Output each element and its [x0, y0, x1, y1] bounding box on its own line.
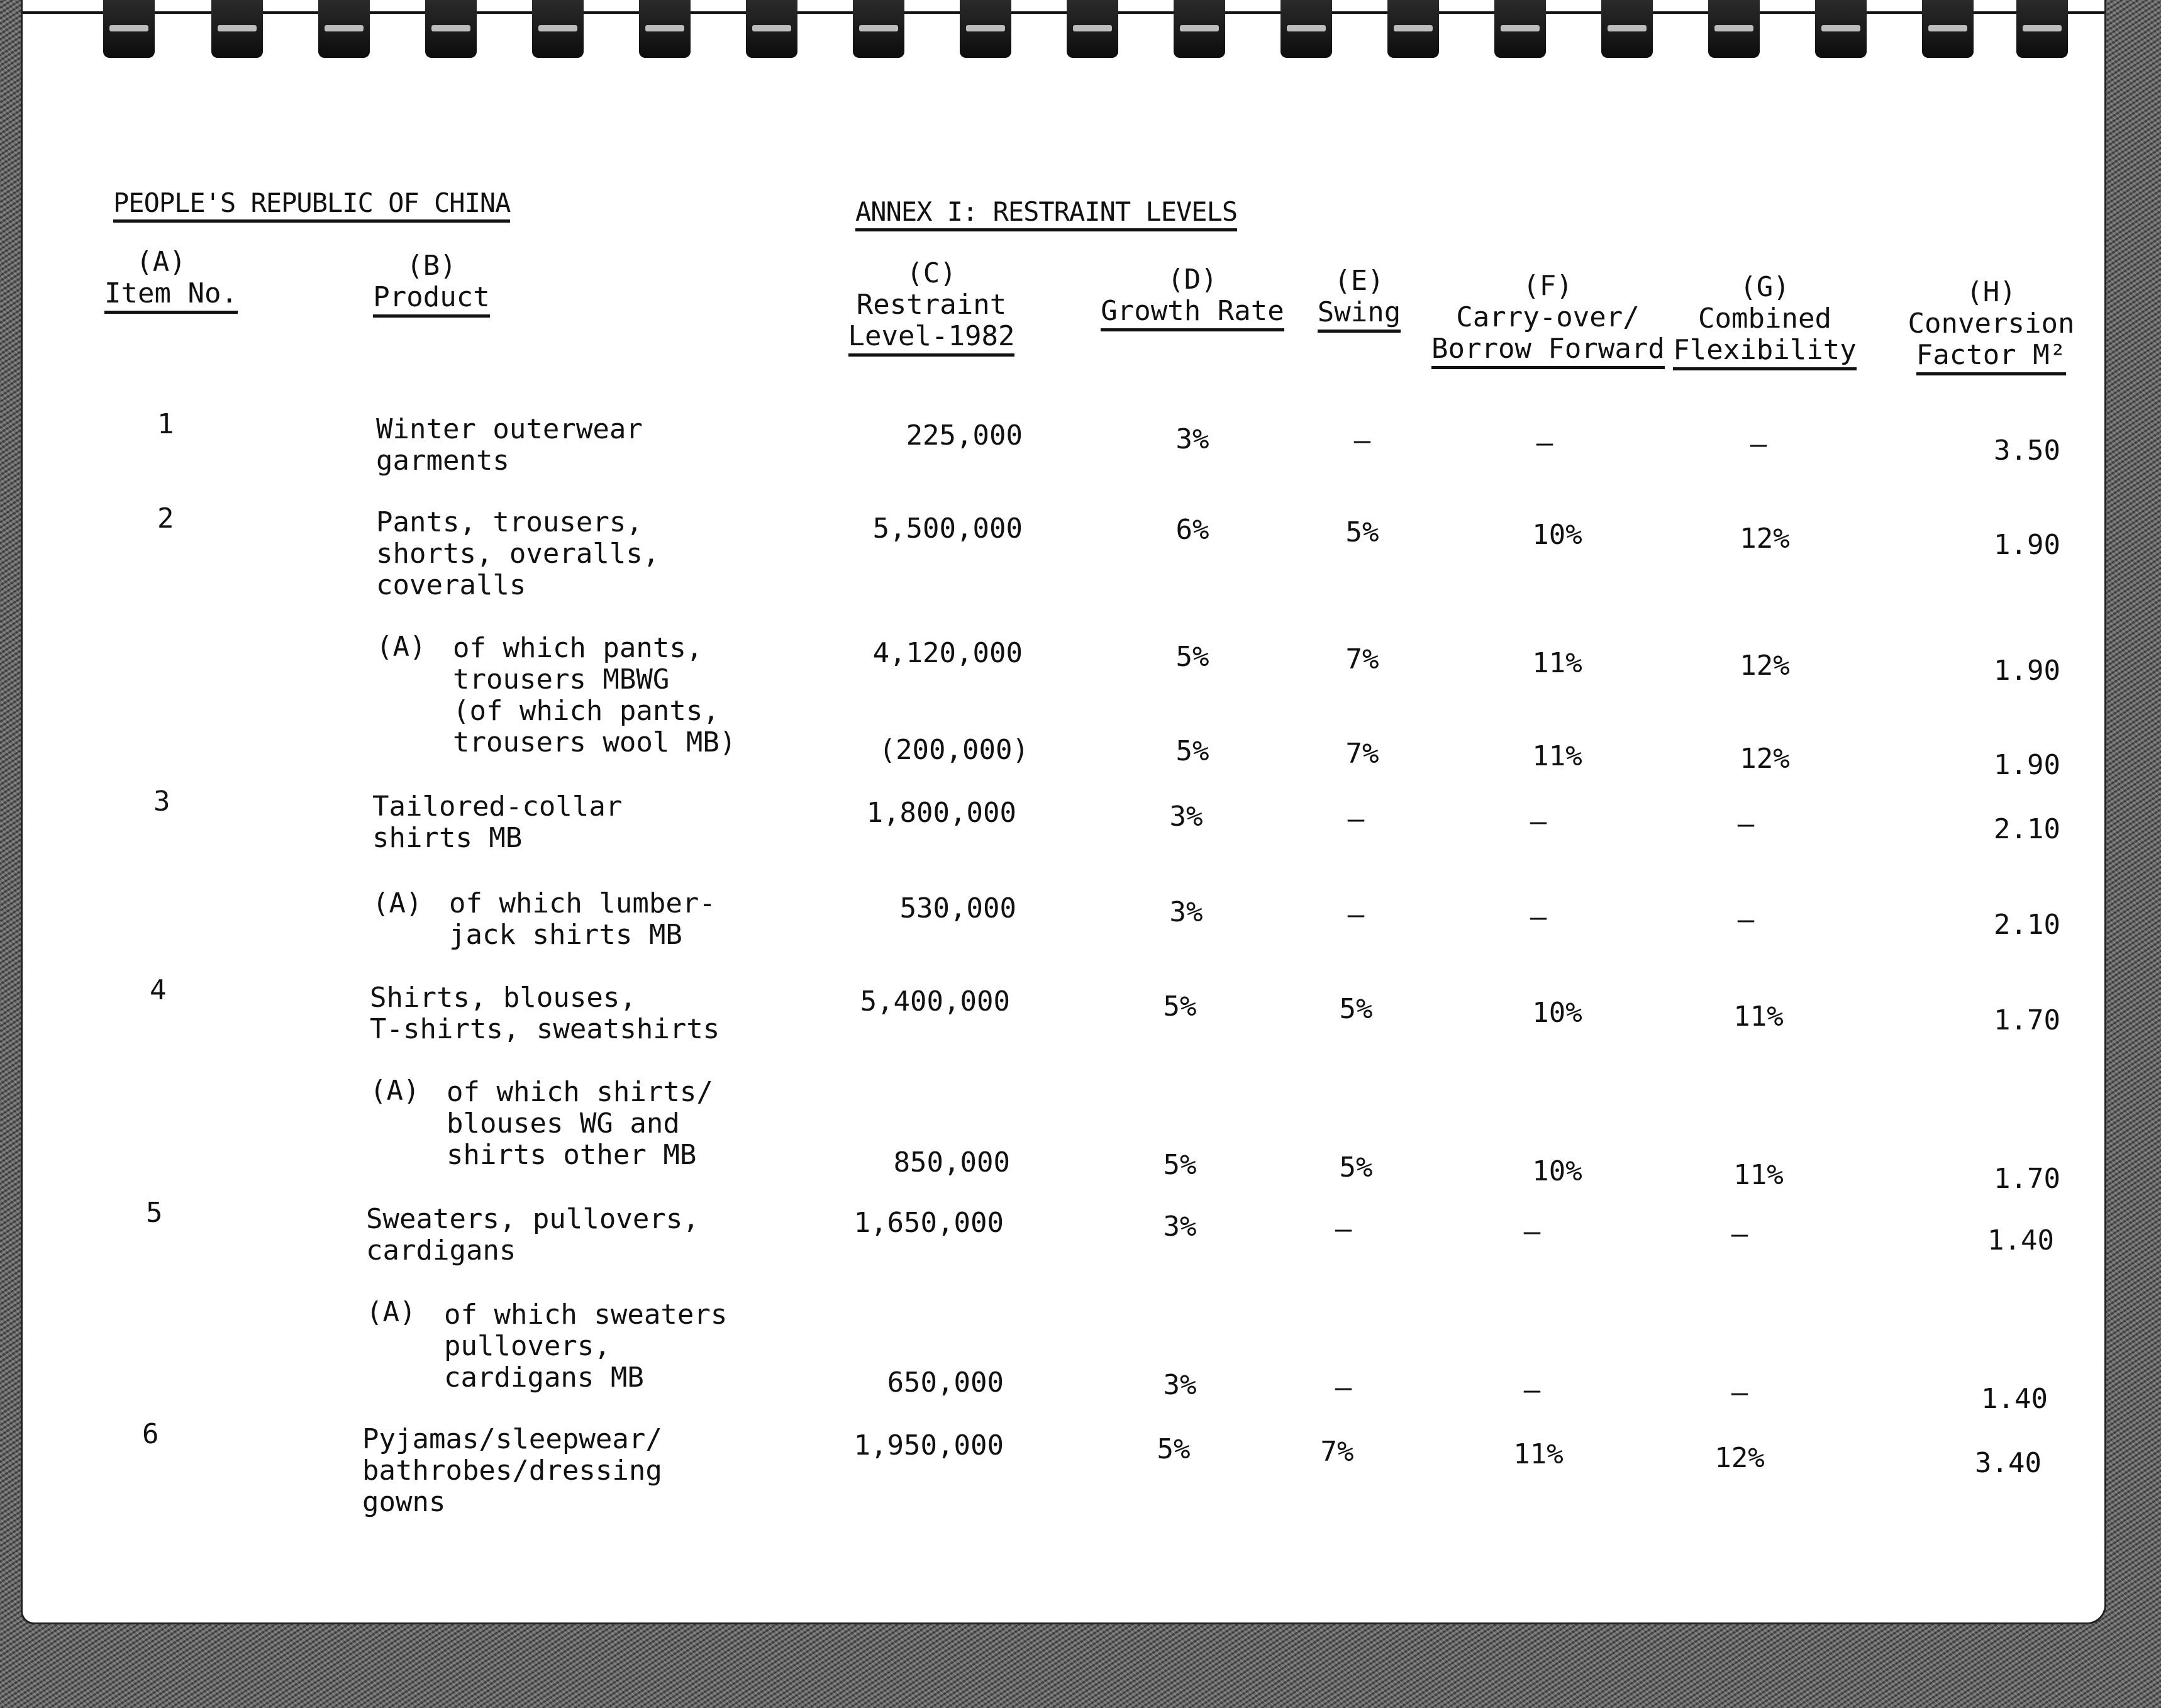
column-header-combined-flexibility — [1670, 272, 1859, 370]
column-label: Growth Rate — [1101, 296, 1284, 331]
binding-ring — [425, 0, 477, 58]
product-name: of which pants, trousers MBWG (of which pants, trousers wool MB) — [453, 632, 736, 758]
combined-flexibility: 11% — [1733, 1001, 1784, 1033]
column-label: Product — [373, 282, 489, 318]
product-name: of which lumber- jack shirts MB — [449, 887, 716, 951]
column-letter: (D) — [1167, 263, 1218, 296]
carry-over: 11% — [1513, 1438, 1564, 1470]
combined-flexibility: 12% — [1714, 1442, 1765, 1474]
carry-over: 11% — [1532, 647, 1582, 679]
growth-rate: 3% — [1163, 1211, 1197, 1243]
column-label-line: Factor M² — [1916, 340, 2066, 375]
column-label-line: Level-1982 — [848, 321, 1015, 357]
conversion-factor: 1.90 — [1994, 529, 2060, 561]
growth-rate: 5% — [1175, 641, 1209, 673]
growth-rate: 5% — [1163, 1149, 1197, 1181]
column-letter: (G) — [1740, 271, 1790, 303]
item-number: 3 — [153, 785, 170, 818]
binding-ring — [853, 0, 904, 58]
binding-ring — [746, 0, 797, 58]
growth-rate: 3% — [1169, 896, 1203, 928]
carry-over: – — [1530, 901, 1547, 933]
carry-over: – — [1530, 806, 1547, 838]
column-letter: (H) — [1966, 276, 2016, 308]
carry-over: 10% — [1532, 997, 1582, 1029]
conversion-factor: 1.40 — [1987, 1224, 2054, 1256]
binding-ring — [532, 0, 584, 58]
swing: – — [1335, 1372, 1352, 1404]
product-name: of which sweaters pullovers, cardigans MB — [444, 1299, 728, 1394]
column-header-restraint-level — [847, 258, 1016, 357]
growth-rate: 5% — [1175, 735, 1209, 767]
combined-flexibility: – — [1750, 428, 1767, 460]
column-label-line: Flexibility — [1673, 335, 1856, 370]
product-name: Winter outerwear garments — [376, 413, 643, 477]
restraint-level: 650,000 — [887, 1367, 1004, 1399]
combined-flexibility: 12% — [1740, 743, 1790, 775]
document-page — [23, 0, 2104, 1622]
column-header-carry-over — [1431, 270, 1664, 369]
restraint-level: 5,400,000 — [860, 985, 1010, 1018]
swing: – — [1335, 1213, 1352, 1245]
swing: 5% — [1339, 1151, 1373, 1184]
binding-ring — [103, 0, 155, 58]
binding-ring — [1067, 0, 1118, 58]
conversion-factor: 1.90 — [1994, 749, 2060, 781]
carry-over: 10% — [1532, 1155, 1582, 1187]
combined-flexibility: 12% — [1740, 523, 1790, 555]
column-letter: (F) — [1523, 270, 1573, 302]
restraint-level: 5,500,000 — [872, 513, 1023, 545]
binding-ring — [1922, 0, 1974, 58]
column-header-conversion-factor — [1884, 277, 2098, 375]
column-label-line: Borrow Forward — [1431, 333, 1665, 369]
column-letter: (E) — [1334, 265, 1384, 297]
conversion-factor: 2.10 — [1994, 909, 2060, 941]
restraint-level: (200,000) — [879, 734, 1029, 766]
binding-ring — [2016, 0, 2068, 58]
carry-over: 11% — [1532, 740, 1582, 772]
growth-rate: 5% — [1157, 1433, 1191, 1465]
growth-rate: 3% — [1169, 801, 1203, 833]
carry-over: – — [1523, 1216, 1541, 1248]
swing: – — [1347, 899, 1365, 931]
binding-ring — [211, 0, 263, 58]
conversion-factor: 1.40 — [1981, 1383, 2048, 1415]
product-name: Tailored-collar shirts MB — [372, 790, 623, 854]
combined-flexibility: – — [1731, 1218, 1748, 1250]
swing: 5% — [1345, 516, 1379, 548]
restraint-level: 1,800,000 — [866, 797, 1016, 829]
growth-rate: 6% — [1175, 514, 1209, 546]
carry-over: 10% — [1532, 519, 1582, 551]
product-name: Shirts, blouses, T-shirts, sweatshirts — [370, 982, 720, 1045]
binding-ring — [1174, 0, 1225, 58]
binding-ring — [318, 0, 370, 58]
combined-flexibility: – — [1737, 808, 1755, 840]
item-number: 2 — [157, 502, 174, 535]
binding-ring — [1815, 0, 1867, 58]
product-name: of which shirts/ blouses WG and shirts other MB — [447, 1076, 713, 1171]
product-name: Pants, trousers, shorts, overalls, coveralls — [376, 506, 660, 601]
column-label-line: Restraint — [856, 289, 1007, 321]
binding-ring — [1494, 0, 1546, 58]
sub-item-label: (A) — [376, 631, 426, 663]
column-header-growth-rate — [1086, 264, 1299, 331]
column-header-item-no — [104, 246, 238, 314]
binding-ring — [1280, 0, 1332, 58]
sub-item-label: (A) — [370, 1075, 420, 1107]
swing: 7% — [1320, 1436, 1354, 1468]
growth-rate: 5% — [1163, 990, 1197, 1023]
restraint-level: 4,120,000 — [872, 637, 1023, 669]
column-header-swing — [1306, 265, 1413, 333]
combined-flexibility: 12% — [1740, 650, 1790, 682]
combined-flexibility: – — [1731, 1377, 1748, 1409]
binding-ring — [1601, 0, 1653, 58]
spiral-binding — [23, 0, 2104, 63]
item-number: 4 — [150, 974, 167, 1006]
conversion-factor: 1.90 — [1994, 655, 2060, 687]
combined-flexibility: 11% — [1733, 1159, 1784, 1191]
carry-over: – — [1523, 1374, 1541, 1406]
item-number: 5 — [146, 1197, 163, 1229]
conversion-factor: 1.70 — [1994, 1004, 2060, 1036]
conversion-factor: 3.50 — [1994, 435, 2060, 467]
annex-title: ANNEX I: RESTRAINT LEVELS — [855, 196, 1237, 231]
swing: 7% — [1345, 738, 1379, 770]
carry-over: – — [1536, 427, 1553, 459]
restraint-level: 1,950,000 — [853, 1429, 1004, 1461]
column-label: Swing — [1318, 297, 1401, 333]
restraint-level: 530,000 — [899, 892, 1016, 924]
restraint-level: 225,000 — [906, 419, 1023, 452]
binding-ring — [639, 0, 691, 58]
column-label-line: Combined — [1698, 302, 1831, 335]
conversion-factor: 1.70 — [1994, 1163, 2060, 1195]
binding-ring — [960, 0, 1011, 58]
column-label-line: Carry-over/ — [1456, 301, 1640, 333]
combined-flexibility: – — [1737, 904, 1755, 936]
conversion-factor: 3.40 — [1975, 1447, 2042, 1479]
conversion-factor: 2.10 — [1994, 813, 2060, 845]
restraint-level: 850,000 — [893, 1146, 1010, 1178]
sub-item-label: (A) — [366, 1296, 416, 1328]
product-name: Sweaters, pullovers, cardigans — [366, 1203, 699, 1267]
column-label: Item No. — [104, 278, 238, 314]
restraint-level: 1,650,000 — [853, 1207, 1004, 1239]
binding-ring — [1708, 0, 1760, 58]
swing: 7% — [1345, 643, 1379, 675]
swing: – — [1353, 424, 1371, 457]
item-number: 6 — [142, 1418, 159, 1450]
swing: 5% — [1339, 993, 1373, 1025]
sub-item-label: (A) — [372, 887, 423, 919]
column-letter: (C) — [906, 257, 957, 289]
binding-ring — [1387, 0, 1439, 58]
growth-rate: 3% — [1163, 1369, 1197, 1401]
swing: – — [1347, 803, 1365, 835]
column-label-line: Conversion — [1908, 308, 2075, 340]
column-letter: (A) — [136, 246, 186, 278]
item-number: 1 — [157, 408, 174, 440]
column-letter: (B) — [406, 250, 457, 282]
column-header-product — [369, 250, 494, 318]
growth-rate: 3% — [1175, 423, 1209, 455]
product-name: Pyjamas/sleepwear/ bathrobes/dressing gowns — [362, 1423, 662, 1518]
country-title: PEOPLE'S REPUBLIC OF CHINA — [113, 187, 510, 223]
